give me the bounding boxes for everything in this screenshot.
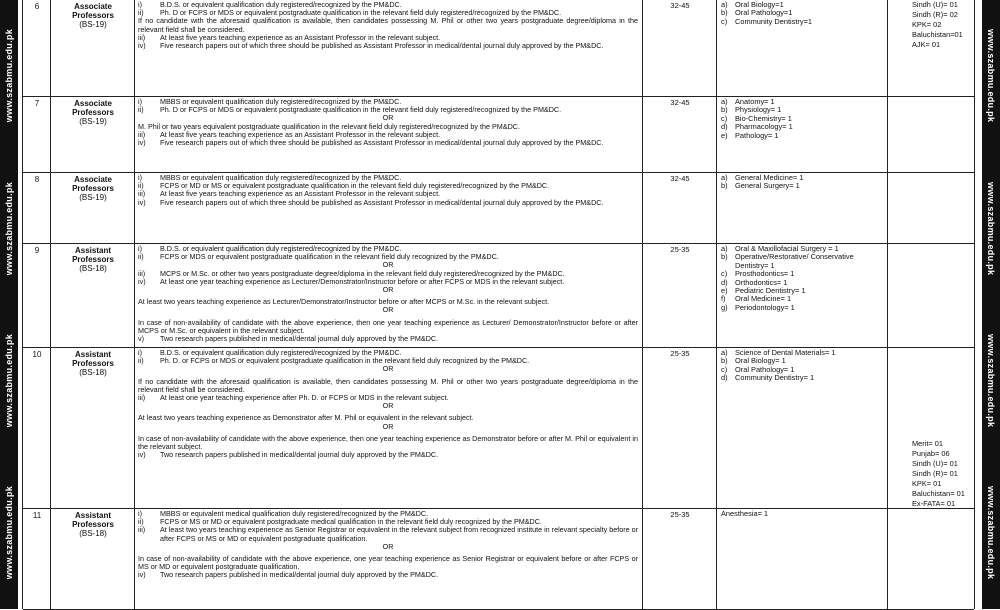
qualification-item-text: FCPS or MDS or equivalent postgraduate qualification in the relevant field duly recognized by the PM&DC. <box>160 252 499 262</box>
qualification-item-text: Two research papers published in medical/dental journal duly approved by the PM&DC. <box>160 570 439 580</box>
department-item-text: Prosthodontics= 1 <box>735 269 795 279</box>
age-cell <box>643 96 717 172</box>
quota-item: Punjab= 06 <box>912 449 950 458</box>
quota-item: KPK= 01 <box>912 479 942 488</box>
age-limit: 32-45 <box>670 1 690 10</box>
qualification-cell <box>135 347 643 508</box>
watermark-text: www.szabmu.edu.pk <box>986 486 996 580</box>
quota-cell <box>888 508 974 609</box>
posts-table <box>22 0 975 609</box>
serial-cell <box>23 508 51 609</box>
quota-list <box>912 439 965 509</box>
watermark-text: www.szabmu.edu.pk <box>986 181 996 276</box>
post-name <box>51 246 135 273</box>
or-separator: OR <box>382 541 394 551</box>
department-list <box>721 245 885 312</box>
qualification-item-number: ii) <box>138 8 144 18</box>
post-name-line: Associate <box>74 2 112 11</box>
department-item-text: Pathology= 1 <box>735 130 779 140</box>
age-cell <box>643 172 717 243</box>
qualification-paragraph: If no candidate with the aforesaid qualification is available, then candidates possessing M. Phil or other two years postgraduate degree/diploma in the relevant field shall be considered. <box>138 376 638 394</box>
department-item-letter: d) <box>721 122 728 132</box>
department-item <box>721 18 885 26</box>
department-item-text: Oral Biology= 1 <box>735 356 786 366</box>
or-separator: OR <box>382 421 394 431</box>
post-name-line: (BS-19) <box>79 193 107 202</box>
quota-item: Sindh (U)= 01 <box>912 459 958 468</box>
quota-item: Merit= 01 <box>912 439 944 448</box>
qualification-item-number: ii) <box>138 517 144 527</box>
department-item-text: Oral Pathology= 1 <box>735 364 795 374</box>
qualification-item-text: At least one year teaching experience as Lecturer/Demonstrator/Instructor before or after FCPS or MDS in the relevant subject. <box>160 276 565 286</box>
qualification-item <box>138 139 638 147</box>
qualification-item-number: ii) <box>138 252 144 262</box>
post-name-line: Professors <box>72 520 114 529</box>
qualification-item-number: i) <box>138 509 142 518</box>
qualification-item-text: Ph. D or FCPS or MDS or equivalent postgraduate qualification in the relevant field duly registered/recognized by the PM&DC. <box>160 8 562 18</box>
watermark-text: www.szabmu.edu.pk <box>4 333 14 428</box>
post-name <box>51 2 135 29</box>
qualification-item-text: Five research papers out of which three should be published as Assistant Professor in medical/dental journal duly approved by the PM&DC. <box>160 138 604 148</box>
post-name <box>51 511 135 538</box>
department-item-text: Community Dentistry= 1 <box>735 373 815 383</box>
department-item-letter: b) <box>721 8 728 18</box>
watermark-list-left <box>0 0 18 609</box>
quota-item: Sindh (R)= 01 <box>912 469 958 478</box>
qualification-item-text: MCPS or M.Sc. or other two years postgraduate degree/diploma in the relevant field duly registered/recognized by the PM&DC. <box>160 268 565 278</box>
department-item-text: Oral & Maxillofacial Surgery = 1 <box>735 244 839 253</box>
post-name-line: Assistant <box>74 511 111 520</box>
department-item-letter: g) <box>721 302 728 312</box>
department-item-text: General Surgery= 1 <box>735 181 800 191</box>
qualification-item-text: B.D.S. or equivalent qualification duly registered/recognized by the PM&DC. <box>160 244 402 253</box>
age-limit: 25-35 <box>670 245 690 254</box>
department-item-letter: b) <box>721 181 728 191</box>
department-item-letter: d) <box>721 373 728 383</box>
quota-item: Baluchistan= 01 <box>912 489 965 498</box>
age-cell <box>643 347 717 508</box>
department-item-text: Anesthesia= 1 <box>721 509 769 518</box>
department-item <box>721 510 885 518</box>
post-name-line: Assistant <box>74 246 111 255</box>
department-item-letter: b) <box>721 356 728 366</box>
qualification-item-number: iv) <box>138 276 146 286</box>
department-item-letter: f) <box>721 294 726 304</box>
watermark-text: www.szabmu.edu.pk <box>4 29 14 123</box>
department-item-letter: e) <box>721 286 728 296</box>
qualification-paragraph: In case of non-availability of candidate with the above experience, then one year teaching experience as Demonstrator before or after M. Phil or equivalent in the relevant subject. <box>138 433 638 452</box>
qualification-item <box>138 451 638 459</box>
department-item-letter: a) <box>721 0 728 9</box>
department-item-text: Orthodontics= 1 <box>735 277 788 287</box>
watermark-list-right <box>982 0 1000 609</box>
quota-item: Baluchistan=01 <box>912 30 963 39</box>
qualification-item-number: i) <box>138 173 142 182</box>
post-cell <box>51 0 135 96</box>
qualification-paragraph: In case of non-availability of candidate with the above experience, one year teaching experience as Senior Registrar or equivalent before or after FCPS or MS or MD or equivalent postgraduate qualification. <box>138 554 638 572</box>
watermark-text: www.szabmu.edu.pk <box>986 333 996 428</box>
qualification-item-number: iii) <box>138 32 146 42</box>
department-cell <box>717 172 888 243</box>
department-item-text: Anatomy= 1 <box>735 97 775 106</box>
age-limit: 32-45 <box>670 98 690 107</box>
qualification-item-text: Five research papers out of which three should be published as Assistant Professor in medical/dental journal duly approved by the PM&DC. <box>160 41 604 51</box>
post-name <box>51 350 135 377</box>
qualification-text <box>138 174 638 207</box>
qualification-text <box>138 510 638 580</box>
qualification-item-number: ii) <box>138 181 144 191</box>
post-cell <box>51 96 135 172</box>
department-item-text: Community Dentistry=1 <box>735 16 813 26</box>
post-name-line: Professors <box>72 108 114 117</box>
or-separator: OR <box>382 113 394 123</box>
post-name-line: Professors <box>72 184 114 193</box>
department-cell <box>717 243 888 347</box>
department-item-letter: c) <box>721 364 728 374</box>
qualification-item-number: v) <box>138 334 144 344</box>
or-separator: OR <box>382 305 394 315</box>
post-name-line: Assistant <box>74 350 111 359</box>
qualification-cell <box>135 96 643 172</box>
qualification-cell <box>135 243 643 347</box>
qualification-item-number: iv) <box>138 41 146 51</box>
department-item-text: Periodontology= 1 <box>735 302 795 312</box>
watermark-strip-right <box>982 0 1000 609</box>
qualification-item <box>138 526 638 542</box>
table-row <box>23 347 974 509</box>
qualification-item-text: MBBS or equivalent medical qualification duly registered/recognized by the PM&DC. <box>160 509 429 518</box>
qualification-item-text: MBBS or equivalent qualification duly registered/recognized by the PM&DC. <box>160 173 402 182</box>
post-name-line: (BS-19) <box>79 117 107 126</box>
serial-number: 8 <box>34 175 40 184</box>
serial-cell <box>23 172 51 243</box>
watermark-text: www.szabmu.edu.pk <box>986 29 996 123</box>
age-cell <box>643 243 717 347</box>
department-list <box>721 349 885 383</box>
quota-item: Sindh (U)= 01 <box>912 0 958 9</box>
or-separator: OR <box>382 260 394 270</box>
department-item-letter: b) <box>721 252 728 262</box>
qualification-paragraph: At least two years teaching experience as Demonstrator after M. Phil or equivalent in the relevant subject. <box>138 413 474 423</box>
quota-cell <box>888 0 974 96</box>
department-item-text: Physiology= 1 <box>735 105 782 115</box>
qualification-item-text: MBBS or equivalent qualification duly registered/recognized by the PM&DC. <box>160 97 402 106</box>
post-name-line: Professors <box>72 359 114 368</box>
post-name-line: Professors <box>72 255 114 264</box>
watermark-text: www.szabmu.edu.pk <box>4 181 14 276</box>
department-item-text: Pharmacology= 1 <box>735 122 793 132</box>
qualification-item-text: FCPS or MS or MD or equivalent postgraduate medical qualification in the relevant field duly recognized by the PM&DC. <box>160 517 542 527</box>
qualification-text <box>138 1 638 50</box>
qualification-item-number: iii) <box>138 393 146 403</box>
table-row <box>23 172 974 244</box>
or-separator: OR <box>382 285 394 295</box>
serial-number: 6 <box>34 2 40 11</box>
qualification-text <box>138 245 638 343</box>
department-item-letter: b) <box>721 105 728 115</box>
quota-item: Sindh (R)= 02 <box>912 10 958 19</box>
qualification-item-text: FCPS or MD or MS or equivalent postgraduate qualification in the relevant field duly registered/recognized by the PM&DC. <box>160 181 550 191</box>
or-separator: OR <box>382 364 394 374</box>
department-item-letter: d) <box>721 277 728 287</box>
qualification-item-text: Two research papers published in medical/dental journal duly approved by the PM&DC. <box>160 334 439 344</box>
department-item-letter: c) <box>721 113 728 123</box>
qualification-item-number: i) <box>138 97 142 106</box>
qualification-item-text: Ph. D or FCPS or MDS or equivalent postgraduate qualification in the relevant field duly registered/recognized by the PM&DC. <box>160 105 562 115</box>
or-separator: OR <box>382 401 394 411</box>
department-item-text: General Medicine= 1 <box>735 173 804 182</box>
qualification-item-text: Two research papers published in medical/dental journal duly approved by the PM&DC. <box>160 450 439 460</box>
department-cell <box>717 508 888 609</box>
post-cell <box>51 172 135 243</box>
qualification-item-number: ii) <box>138 356 144 366</box>
department-list <box>721 1 885 26</box>
post-name <box>51 175 135 202</box>
serial-cell <box>23 96 51 172</box>
department-item-letter: a) <box>721 244 728 253</box>
qualification-paragraph: M. Phil or two years equivalent postgraduate qualification in the relevant field duly registered/recognized by the PM&DC. <box>138 121 520 131</box>
department-item <box>721 132 885 140</box>
quota-cell <box>888 347 974 508</box>
post-cell <box>51 347 135 508</box>
department-list <box>721 98 885 140</box>
department-item-text: Operative/Restorative/ Conservative Dentistry= 1 <box>735 252 854 270</box>
qualification-item-text: B.D.S. or equivalent qualification duly registered/recognized by the PM&DC. <box>160 348 402 357</box>
post-name-line: Associate <box>74 175 112 184</box>
qualification-item-number: iv) <box>138 197 146 207</box>
qualification-text <box>138 98 638 147</box>
post-name-line: (BS-18) <box>79 264 107 273</box>
post-cell <box>51 243 135 347</box>
qualification-cell <box>135 508 643 609</box>
qualification-paragraph: In case of non-availability of candidate with the above experience, then one year teaching experience as Lecturer/ Demonstrator/Instructor before or after MCPS or M.Sc. or equivalent in the relevant subject. <box>138 317 638 335</box>
department-list <box>721 510 885 518</box>
department-item-text: Science of Dental Materials= 1 <box>735 348 836 357</box>
quota-item: AJK= 01 <box>912 40 941 49</box>
qualification-cell <box>135 172 643 243</box>
serial-number: 9 <box>34 246 40 255</box>
qualification-paragraph: If no candidate with the aforesaid qualification is available, then candidates possessing M. Phil or other two years postgraduate degree/diploma in the relevant field shall be considered. <box>138 16 638 34</box>
qualification-item-text: B.D.S. or equivalent qualification duly registered/recognized by the PM&DC. <box>160 0 402 9</box>
qualification-item-number: i) <box>138 244 142 253</box>
age-cell <box>643 508 717 609</box>
qualification-item-number: iii) <box>138 525 146 535</box>
department-item-text: Oral Pathology=1 <box>735 8 793 18</box>
post-name-line: Professors <box>72 11 114 20</box>
department-item-letter: e) <box>721 130 728 140</box>
department-list <box>721 174 885 191</box>
post-name-line: Associate <box>74 99 112 108</box>
age-limit: 25-35 <box>670 349 690 358</box>
serial-number: 7 <box>34 99 40 108</box>
qualification-cell <box>135 0 643 96</box>
department-item-text: Bio-Chemistry= 1 <box>735 113 792 123</box>
quota-cell <box>888 172 974 243</box>
department-item-letter: a) <box>721 173 728 182</box>
post-cell <box>51 508 135 609</box>
department-item <box>721 182 885 190</box>
department-item <box>721 304 885 312</box>
department-cell <box>717 347 888 508</box>
qualification-item-number: i) <box>138 0 142 9</box>
watermark-text: www.szabmu.edu.pk <box>4 486 14 580</box>
serial-number: 10 <box>32 350 42 359</box>
qualification-item-number: iii) <box>138 268 146 278</box>
quota-cell <box>888 96 974 172</box>
serial-cell <box>23 0 51 96</box>
qualification-item-text: At least one year teaching experience after Ph. D. or FCPS or MDS in the relevant subject. <box>160 393 449 403</box>
quota-item: Ex-FATA= 01 <box>912 499 956 508</box>
qualification-item-text: Five research papers out of which three should be published as Assistant Professor in medical/dental journal duly approved by the PM&DC. <box>160 197 604 207</box>
table-row <box>23 0 974 97</box>
qualification-item-text: At least five years teaching experience as an Assistant Professor in the relevant subject. <box>160 32 441 42</box>
post-name-line: (BS-19) <box>79 20 107 29</box>
table-row <box>23 508 974 610</box>
serial-number: 11 <box>32 511 42 520</box>
qualification-text <box>138 349 638 459</box>
quota-cell <box>888 243 974 347</box>
age-limit: 32-45 <box>670 174 690 183</box>
qualification-item <box>138 335 638 343</box>
serial-cell <box>23 347 51 508</box>
age-limit: 25-35 <box>670 510 690 519</box>
department-item-text: Oral Biology=1 <box>735 0 784 9</box>
table-row <box>23 243 974 348</box>
department-item <box>721 374 885 382</box>
post-name-line: (BS-18) <box>79 529 107 538</box>
department-cell <box>717 96 888 172</box>
qualification-item-number: iii) <box>138 189 146 199</box>
serial-cell <box>23 243 51 347</box>
qualification-item-number: iii) <box>138 129 146 139</box>
qualification-item-number: iv) <box>138 570 146 580</box>
qualification-item-number: iv) <box>138 450 146 460</box>
post-name-line: (BS-18) <box>79 368 107 377</box>
table-row <box>23 96 974 173</box>
department-item-letter: a) <box>721 97 728 106</box>
qualification-item <box>138 199 638 207</box>
department-item-letter: a) <box>721 348 728 357</box>
qualification-item <box>138 571 638 579</box>
qualification-item-number: iv) <box>138 138 146 148</box>
post-name <box>51 99 135 126</box>
qualification-item-text: At least two years teaching experience as Senior Registrar or equivalent in the relevant subject from recognized institute in relevant specialty before or after FCPS or MS or MD or equivalent postgraduate qualification. <box>160 525 638 543</box>
watermark-strip-left <box>0 0 18 609</box>
qualification-item-number: i) <box>138 348 142 357</box>
age-cell <box>643 0 717 96</box>
qualification-item-number: ii) <box>138 105 144 115</box>
qualification-item-text: At least five years teaching experience as an Assistant Professor in the relevant subject. <box>160 129 441 139</box>
quota-list <box>912 0 963 50</box>
department-cell <box>717 0 888 96</box>
qualification-item-text: At least five years teaching experience as an Assistant Professor in the relevant subject. <box>160 189 441 199</box>
department-item-letter: c) <box>721 269 728 279</box>
department-item <box>721 253 885 270</box>
quota-item: KPK= 02 <box>912 20 942 29</box>
department-item-letter: c) <box>721 16 728 26</box>
qualification-item-text: Ph. D. or FCPS or MDS or equivalent postgraduate qualification in the relevant field duly recognized by the PM&DC. <box>160 356 530 366</box>
qualification-paragraph: At least two years teaching experience as Lecturer/Demonstrator/Instructor before or after MCPS or M.Sc. in the relevant subject. <box>138 297 550 307</box>
department-item-text: Oral Medicine= 1 <box>735 294 792 304</box>
department-item-text: Pediatric Dentistry= 1 <box>735 286 806 296</box>
qualification-item <box>138 42 638 50</box>
